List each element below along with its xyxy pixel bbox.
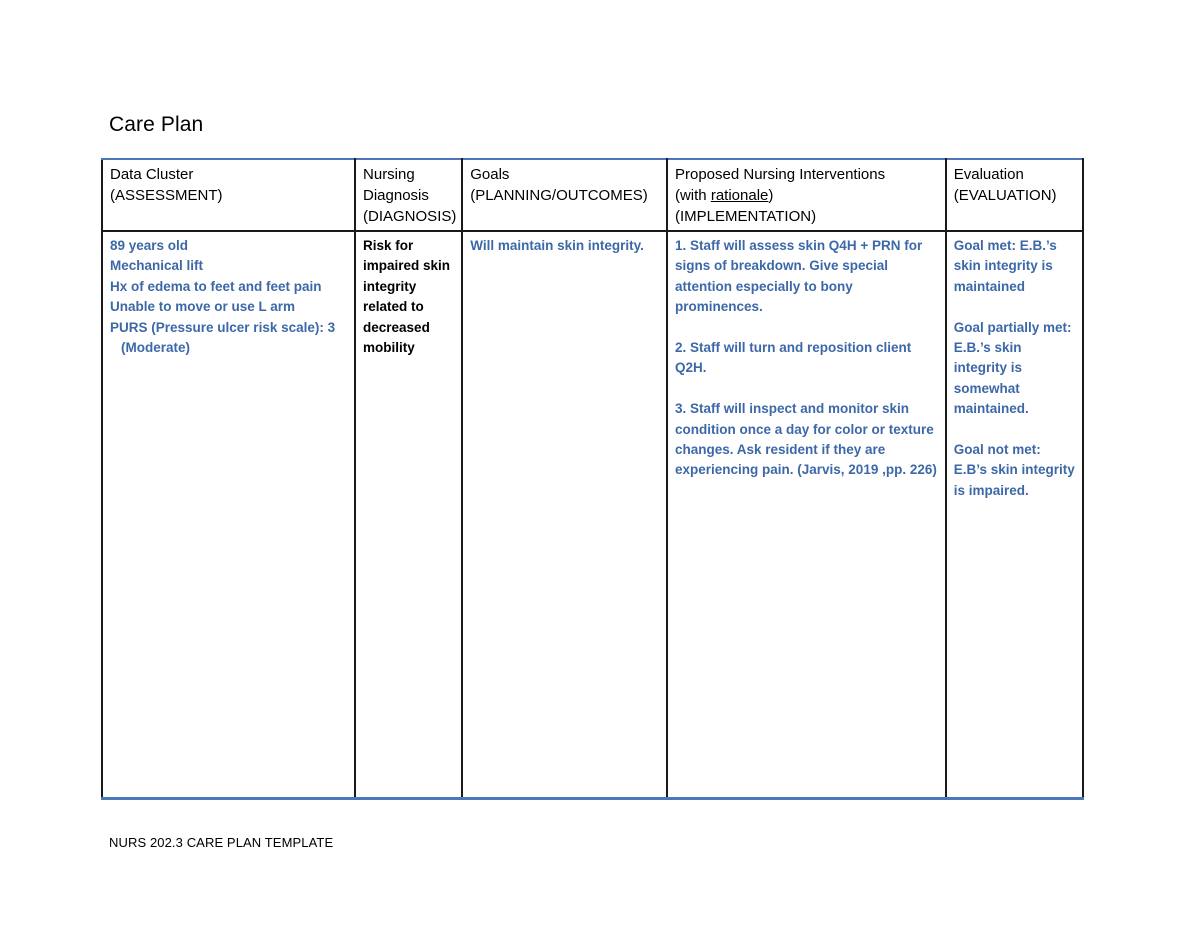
paragraph-spacer xyxy=(954,297,1076,317)
header-interventions-subtitle: (IMPLEMENTATION) xyxy=(674,208,817,225)
table-header-row xyxy=(102,159,1083,231)
paragraph-spacer xyxy=(675,379,939,399)
header-interventions xyxy=(667,159,946,231)
header-nursing-diagnosis xyxy=(355,159,462,231)
evaluation-cell xyxy=(946,231,1083,799)
header-interventions-suffix: ) xyxy=(768,187,774,204)
care-plan-table xyxy=(101,158,1084,800)
header-data-cluster xyxy=(102,159,355,231)
paragraph-spacer xyxy=(675,318,939,338)
diagnosis-cell xyxy=(355,231,462,799)
assessment-cell xyxy=(102,231,355,799)
header-interventions-rationale-line xyxy=(675,185,939,206)
assessment-item: Mechanical lift xyxy=(110,258,204,274)
header-interventions-prefix: (with xyxy=(674,187,711,204)
assessment-item: 89 years old xyxy=(110,238,189,253)
header-interventions-title: Proposed Nursing Interventions xyxy=(674,166,886,183)
assessment-item: (Moderate) xyxy=(121,340,191,356)
header-nursing-diagnosis-subtitle: (DIAGNOSIS) xyxy=(363,208,457,225)
header-evaluation xyxy=(946,159,1083,231)
header-goals xyxy=(462,159,667,231)
header-goals-subtitle: (PLANNING/OUTCOMES) xyxy=(470,187,648,204)
evaluation-item: Goal partially met: E.B.’s skin integrity is somewhat maintained. xyxy=(953,319,1072,417)
evaluation-item: Goal met: E.B.’s skin integrity is maintained xyxy=(953,238,1057,294)
page-footer: NURS 202.3 CARE PLAN TEMPLATE xyxy=(109,835,334,850)
table-row xyxy=(102,231,1083,799)
intervention-item: 2. Staff will turn and reposition client Q2H. xyxy=(674,340,912,376)
assessment-item: Unable to move or use L arm xyxy=(110,299,296,315)
goal-cell xyxy=(462,231,667,799)
intervention-item: 3. Staff will inspect and monitor skin condition once a day for color or texture changes. Ask resident if they are experiencing pain. (Jarvis, 2019 ,pp. 226) xyxy=(674,401,937,478)
header-nursing-diagnosis-line1: Nursing xyxy=(363,166,415,183)
goal-text: Will maintain skin integrity. xyxy=(470,238,644,253)
assessment-item: Hx of edema to feet and feet pain xyxy=(110,278,322,294)
header-nursing-diagnosis-line2: Diagnosis xyxy=(363,187,429,204)
assessment-item: PURS (Pressure ulcer risk scale): 3 xyxy=(110,319,336,335)
diagnosis-text: Risk for impaired skin integrity related to decreased mobility xyxy=(363,238,451,356)
interventions-cell xyxy=(667,231,946,799)
header-goals-title: Goals xyxy=(470,166,510,183)
evaluation-item: Goal not met: E.B’s skin integrity is impaired. xyxy=(953,442,1075,498)
header-evaluation-title: Evaluation xyxy=(953,166,1024,183)
paragraph-spacer xyxy=(954,420,1076,440)
header-data-cluster-title: Data Cluster xyxy=(110,166,194,183)
header-data-cluster-subtitle: (ASSESSMENT) xyxy=(110,187,223,204)
page-title: Care Plan xyxy=(109,113,204,136)
header-interventions-rationale: rationale xyxy=(710,187,769,204)
header-evaluation-subtitle: (EVALUATION) xyxy=(953,187,1057,204)
intervention-item: 1. Staff will assess skin Q4H + PRN for signs of breakdown. Give special attention especially to bony prominences. xyxy=(674,238,923,315)
